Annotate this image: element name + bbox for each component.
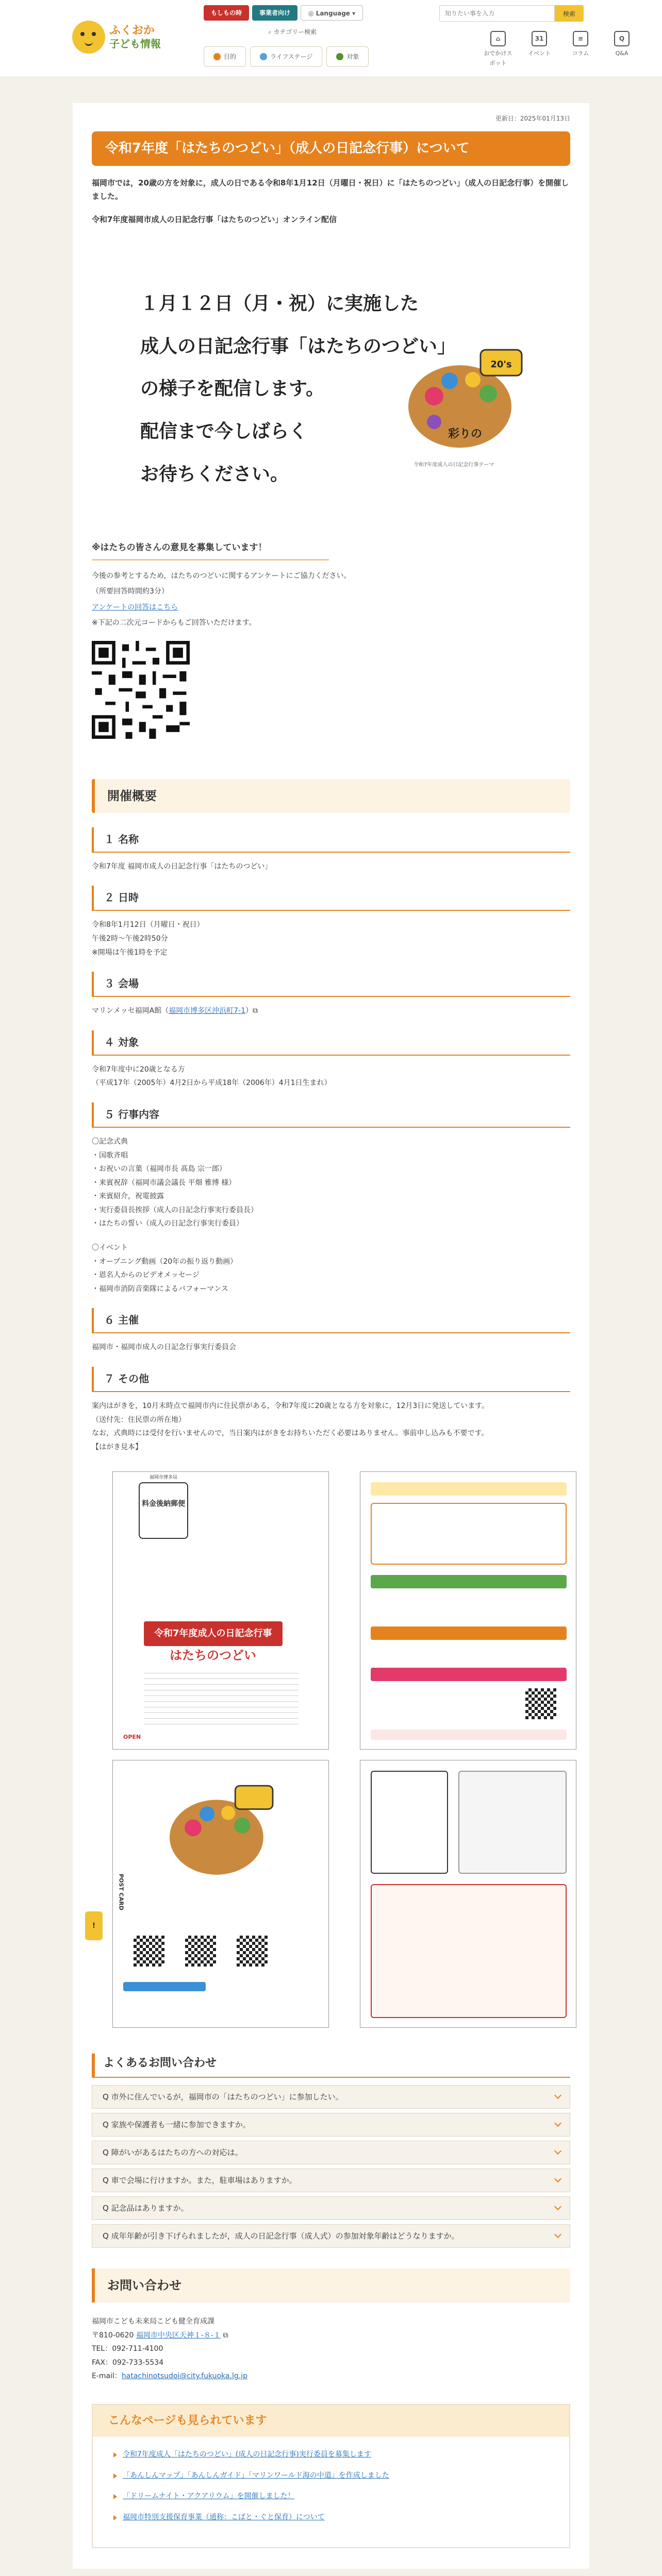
contact-info xyxy=(92,2315,570,2383)
qa-icon: Q xyxy=(614,31,630,46)
banner-line: 配信まで今しばらく xyxy=(140,421,308,443)
faq-item[interactable] xyxy=(92,2085,570,2109)
side-alert-tab[interactable]: ! xyxy=(85,1911,103,1940)
site-logo[interactable] xyxy=(72,21,161,54)
venue-map-link[interactable]: 福岡市博多区沖浜町7-1 xyxy=(169,1007,246,1015)
postcard-label: POST CARD xyxy=(118,1874,125,1911)
section-name: １ 名称 xyxy=(92,827,570,853)
external-link-icon: ）⧉ xyxy=(245,1007,258,1015)
category-target-label: 対象 xyxy=(346,53,359,60)
logo-line1: ふくおか xyxy=(109,24,155,37)
section-name-body xyxy=(92,860,570,874)
page-title: 令和7年度「はたちのつどい」（成人の日記念行事）について xyxy=(92,131,570,166)
warning-box xyxy=(371,1884,567,2018)
section-host: ６ 主催 xyxy=(92,1308,570,1333)
body-line: ・福岡市消防音楽隊によるパフォーマンス xyxy=(92,1284,228,1293)
survey-heading: ※はたちの皆さんの意見を募集しています！ xyxy=(92,540,329,561)
survey-time: （所要回答時間約3分） xyxy=(92,587,169,596)
contact-address-link[interactable]: 福岡市中央区天神１-８-１ xyxy=(136,2331,221,2340)
emergency-button[interactable] xyxy=(204,5,249,21)
postcard-info xyxy=(360,1471,576,1750)
postcard-theme-illustration xyxy=(144,1781,299,1884)
section-program: ５ 行事内容 xyxy=(92,1103,570,1128)
info-bar xyxy=(371,1668,567,1681)
category-purpose-button[interactable] xyxy=(204,46,246,67)
postcard-qr-code xyxy=(237,1936,268,1967)
postcard-qr-code xyxy=(134,1936,164,1967)
body-line: 午後2時～午後2時50分 xyxy=(92,934,168,943)
body-line: ・恩名人からのビデオメッセージ xyxy=(92,1271,200,1280)
update-date: 更新日：2025年01月13日 xyxy=(495,115,570,122)
chevron-down-icon xyxy=(554,2120,561,2127)
faq-question: Q 車で会場に行けますか。また，駐車場はありますか。 xyxy=(103,2175,297,2185)
category-lifestage-label: ライフステージ xyxy=(270,53,313,60)
util-event-label: イベント xyxy=(528,50,551,57)
related-link[interactable]: 令和7年度成人「はたちのつどい」(成人の日記念行事)実行委員を募集します xyxy=(123,2450,371,2459)
body-line: 令和7年度 福岡市成人の日記念行事「はたちのつどい」 xyxy=(92,862,272,871)
banner-line: の様子を配信します。 xyxy=(140,378,325,400)
contact-email-label: E-mail： xyxy=(92,2372,122,2381)
contact-fax: FAX：092-733-5534 xyxy=(92,2358,164,2367)
chevron-down-icon xyxy=(554,2092,561,2099)
lifestage-icon xyxy=(260,53,267,60)
related-link[interactable]: 「ドリームナイト・アクアリウム」を開催しました！ xyxy=(123,2492,295,2501)
banner-line: １月１２日（月・祝）に実施した xyxy=(140,293,419,314)
postcard-title: 令和7年度成人の日記念行事 xyxy=(144,1621,283,1646)
business-button-label: 事業者向け xyxy=(259,9,291,16)
category-target-button[interactable] xyxy=(326,46,369,67)
info-bar xyxy=(123,1982,206,1991)
site-header xyxy=(0,0,662,77)
emergency-button-label: もしもの時 xyxy=(211,9,242,16)
section-other: ７ その他 xyxy=(92,1367,570,1392)
target-icon xyxy=(336,53,343,60)
body-line: 令和7年度中に20歳となる方 xyxy=(92,1065,185,1074)
related-pages xyxy=(92,2404,570,2549)
faq-question: Q 成年年齢が引き下げられましたが，成人の日記念行事（成人式）の参加対象年齢はどうなりますか。 xyxy=(103,2231,459,2241)
faq-item[interactable] xyxy=(92,2113,570,2137)
banner-line: お待ちください。 xyxy=(140,463,289,485)
info-bar xyxy=(371,1575,567,1588)
survey-qr-note: ※下記の二次元コードからもご回答いただけます。 xyxy=(92,619,256,627)
survey-link-row xyxy=(92,601,570,614)
postcard-back xyxy=(112,1760,329,2028)
contact-dept: 福岡市こども未来局こども健全育成課 xyxy=(92,2317,214,2326)
body-line: 案内はがきを，10月末時点で福岡市内に住民票がある，令和7年度に20歳となる方を対象に，12月3日に発送しています。 xyxy=(92,1402,489,1411)
category-search-label: カテゴリー検索 xyxy=(273,28,317,36)
info-bar xyxy=(371,1626,567,1640)
language-button-label: Language xyxy=(316,10,350,17)
section-target-body xyxy=(92,1063,570,1090)
body-line: （送付先：住民票の所在地） xyxy=(92,1415,186,1424)
section-host-body xyxy=(92,1341,570,1354)
body-line: ・お祝いの言葉（福岡市長 髙島 宗一郎） xyxy=(92,1165,226,1174)
related-link[interactable]: 福岡市特別支援保育事業（通称：こばと・ぐと保育）について xyxy=(123,2513,325,2521)
chevron-down-icon xyxy=(554,2231,561,2238)
body-line: ・国歌斉唱 xyxy=(92,1151,128,1160)
purpose-icon xyxy=(213,53,221,60)
banner-line: 成人の日記念行事「はたちのつどい」 xyxy=(140,335,456,357)
business-button[interactable] xyxy=(252,5,297,21)
logo-mascot-icon xyxy=(72,21,105,54)
postcard-qr-code xyxy=(185,1936,216,1967)
body-line: （平成17年（2005年）4月2日から平成18年（2006年）4月1日生まれ） xyxy=(92,1079,332,1088)
section-venue: ３ 会場 xyxy=(92,972,570,997)
body-line: ・来賓紹介，祝電披露 xyxy=(92,1192,164,1201)
chevron-down-icon xyxy=(554,2203,561,2210)
section-target: ４ 対象 xyxy=(92,1030,570,1056)
postcard-stamp-office: 福岡市博多局 xyxy=(149,1475,177,1481)
faq-question: Q 家族や保護者も一緒に参加できますか。 xyxy=(103,2120,251,2129)
venue-name: マリンメッセ福岡A館（ xyxy=(92,1007,169,1015)
search-button[interactable]: 検索 xyxy=(555,5,584,22)
faq-question: Q 障がいがあるはたちの方への対応は。 xyxy=(103,2147,243,2157)
util-qa-label: Q&A xyxy=(615,50,628,57)
faq-question: Q 記念品はありますか。 xyxy=(103,2203,189,2213)
banner-caption: 令和7年度成人の日記念行事テーマ xyxy=(413,462,494,468)
survey-text: 今後の参考とするため，はたちのつどいに関するアンケートにご協力ください。 xyxy=(92,571,351,580)
util-spot-label: おでかけスポット xyxy=(484,50,512,67)
body-line: ※開場は午後1時を予定 xyxy=(92,948,168,957)
util-column[interactable] xyxy=(565,31,597,69)
overview-heading: 開催概要 xyxy=(92,779,570,813)
body-line: 令和8年1月12日（月曜日・祝日） xyxy=(92,921,204,929)
map-pin-icon: ⌂ xyxy=(490,31,506,46)
body-line: ・はたちの誓い（成人の日記念行事実行委員） xyxy=(92,1219,243,1228)
postcard-qr-code xyxy=(525,1688,556,1719)
faq-item[interactable] xyxy=(92,2168,570,2192)
section-venue-body xyxy=(92,1004,570,1018)
utility-nav xyxy=(482,31,638,69)
faq-item[interactable] xyxy=(92,2141,570,2164)
section-other-body xyxy=(92,1399,570,1454)
util-qa[interactable] xyxy=(606,31,638,69)
body-line: 〇記念式典 xyxy=(92,1137,128,1146)
open-label: OPEN xyxy=(123,1734,141,1741)
contact-email xyxy=(92,2369,570,2383)
category-purpose-label: 目的 xyxy=(224,53,237,60)
faq-heading: よくあるお問い合わせ xyxy=(92,2054,570,2078)
category-lifestage-button[interactable] xyxy=(250,46,322,67)
related-item xyxy=(113,2469,549,2482)
body-line: ・オープニング動画（20年の振り返り動画） xyxy=(92,1257,238,1266)
logo-line2: 子ども情報 xyxy=(109,38,161,50)
stream-banner xyxy=(99,242,563,504)
related-list xyxy=(93,2437,569,2547)
section-datetime: ２ 日時 xyxy=(92,886,570,911)
main-content xyxy=(73,103,589,2569)
body-line: ・来賓祝辞（福岡市議会議長 平畑 雅博 様） xyxy=(92,1178,236,1187)
util-event[interactable] xyxy=(523,31,555,69)
related-link[interactable]: 「あんしんマップ」「あんしんガイド」「マリンワールド海の中道」を作成しました xyxy=(123,2471,389,2480)
body-line: 福岡市・福岡市成人の日記念行事実行委員会 xyxy=(92,1343,236,1352)
lead-text: 福岡市では，20歳の方を対象に，成人の日である令和8年1月12日（月曜日・祝日）に「はたちのつどい」（成人の日記念行事）を開催しました。 xyxy=(92,178,569,201)
contact-email-link[interactable]: hatachinotsudoi@city.fukuoka.lg.jp xyxy=(121,2372,247,2381)
chevron-down-icon xyxy=(554,2175,561,2182)
survey-qr-code[interactable] xyxy=(92,641,190,739)
theme-logo-illustration xyxy=(403,345,527,458)
online-stream-title: 令和7年度福岡市成人の日記念行事「はたちのつどい」オンライン配信 xyxy=(92,214,337,224)
search-input[interactable] xyxy=(439,5,555,22)
survey-link[interactable]: アンケートの回答はこちら xyxy=(92,603,178,612)
postcard-notes xyxy=(360,1760,576,2028)
postcard-event-name: はたちのつどい xyxy=(170,1648,256,1663)
faq-item[interactable] xyxy=(92,2196,570,2220)
section-program-body xyxy=(92,1135,570,1296)
svg-text:20's: 20's xyxy=(490,359,512,370)
postcard-details xyxy=(144,1668,299,1730)
category-search-title: ⌕ カテゴリー検索 xyxy=(268,28,317,36)
faq-item[interactable] xyxy=(92,2224,570,2248)
util-spot[interactable] xyxy=(482,31,514,69)
util-column-label: コラム xyxy=(572,50,589,57)
postcard-stamp: 料金後納郵便 xyxy=(139,1482,188,1539)
postcard-front xyxy=(112,1471,329,1750)
contact-address xyxy=(92,2329,570,2343)
top-buttons xyxy=(204,5,363,21)
body-line: なお，式典時には受付を行いませんので，当日案内はがきをお持ちいただく必要はありません。事前申し込みも不要です。 xyxy=(92,1429,489,1438)
column-icon: ≡ xyxy=(573,31,588,46)
faq-question: Q 市外に住んでいるが，福岡市の「はたちのつどい」に参加したい。 xyxy=(103,2092,343,2102)
lead xyxy=(92,176,570,226)
spacer xyxy=(92,1231,570,1241)
body-line: 〇イベント xyxy=(92,1244,128,1252)
category-buttons xyxy=(204,46,369,67)
map-box xyxy=(371,1771,448,1874)
contact-heading: お問い合わせ xyxy=(92,2268,570,2302)
calendar-icon: 31 xyxy=(532,31,547,46)
language-button[interactable]: ◎ Language ▾ xyxy=(301,5,363,21)
postcard-sample xyxy=(92,1471,570,2033)
body-line: ・実行委員長挨拶（成人の日記念行事実行委員長） xyxy=(92,1206,258,1214)
info-bar xyxy=(371,1730,567,1740)
related-item xyxy=(113,2448,549,2461)
related-item xyxy=(113,2511,549,2524)
external-link-icon: ⧉ xyxy=(223,2331,228,2340)
contact-tel: TEL：092-711-4100 xyxy=(92,2345,163,2353)
search-form xyxy=(439,5,584,22)
chevron-down-icon xyxy=(554,2147,561,2155)
body-line: 【はがき見本】 xyxy=(92,1443,142,1451)
notes-box xyxy=(458,1771,567,1874)
section-datetime-body xyxy=(92,918,570,959)
related-item xyxy=(113,2490,549,2503)
svg-text:彩りの: 彩りの xyxy=(448,427,483,440)
logo-text xyxy=(109,24,161,50)
info-box xyxy=(371,1503,567,1565)
related-heading: こんなページも見られています xyxy=(93,2405,569,2437)
info-bar xyxy=(371,1482,567,1496)
contact-postal: 〒810-0620 xyxy=(92,2331,136,2340)
